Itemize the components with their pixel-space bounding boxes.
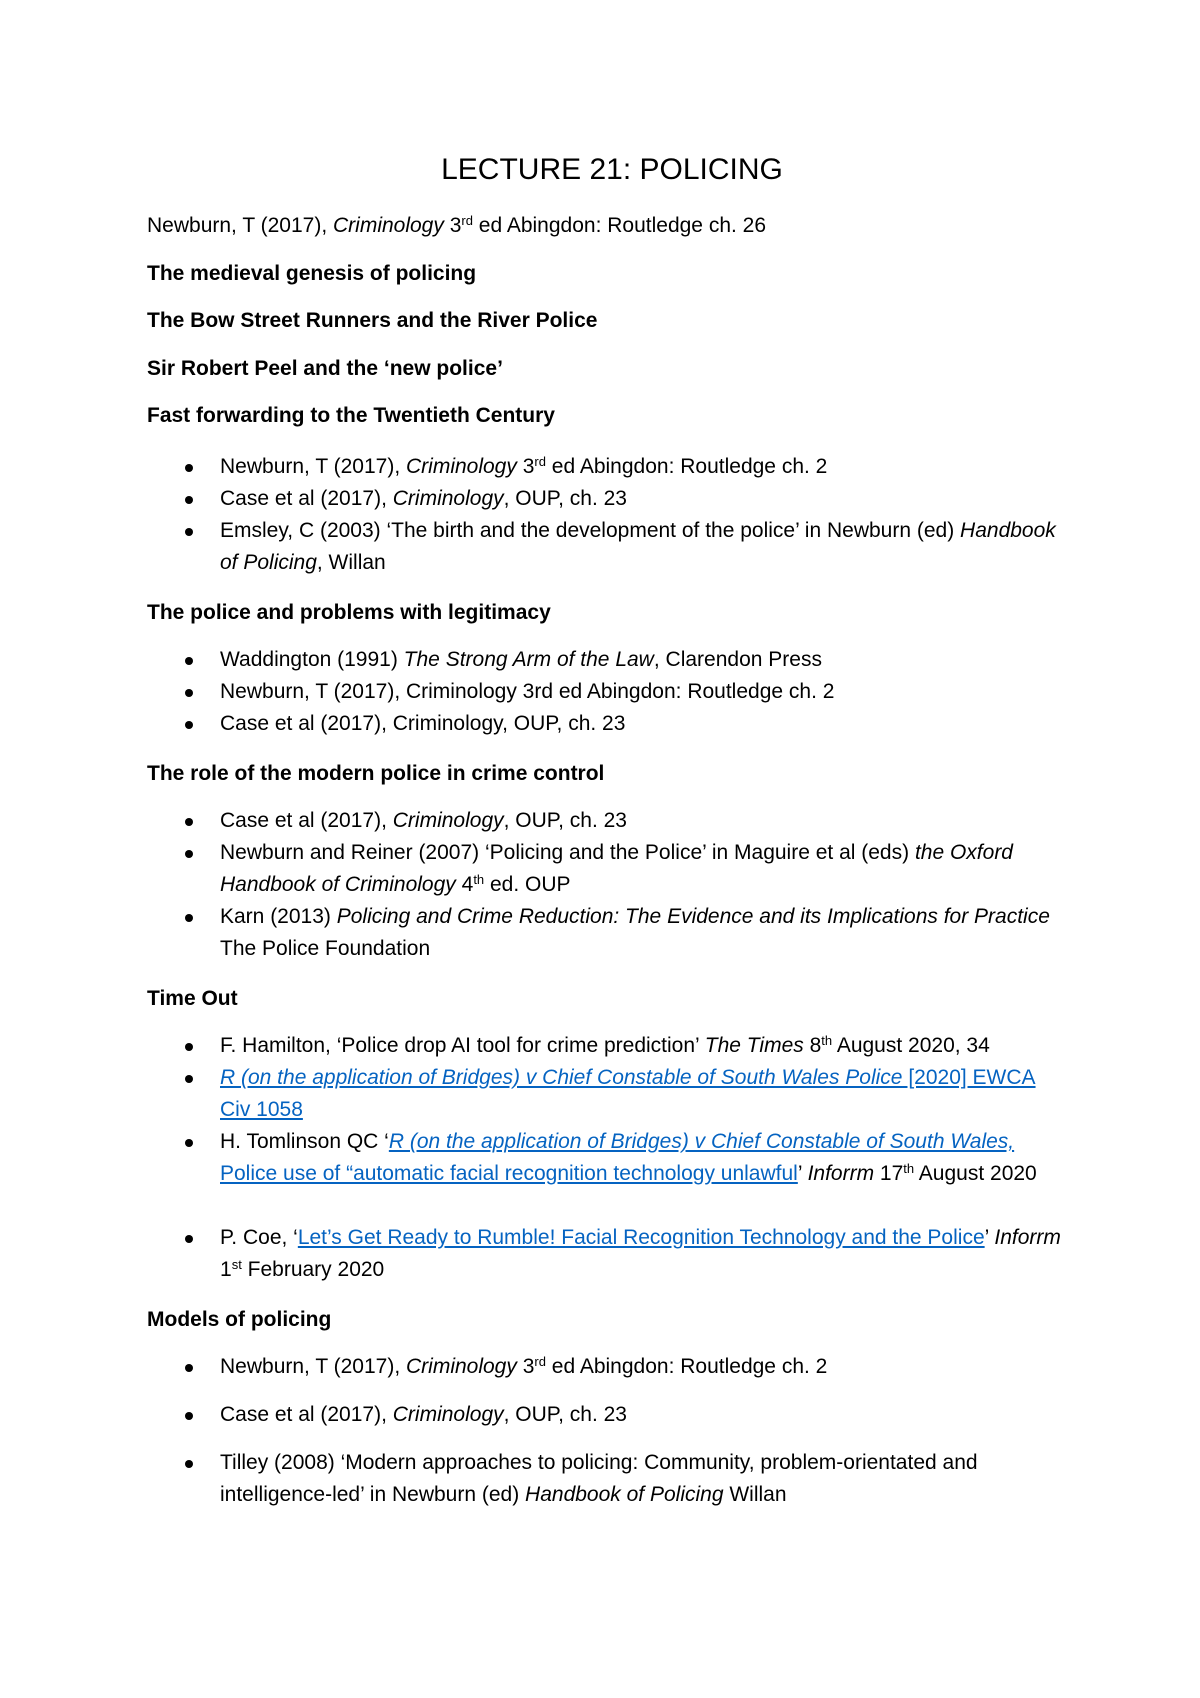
- reference-text: Newburn, T (2017), Criminology 3rd ed Abingdon: Routledge ch. 2: [220, 454, 828, 478]
- bullet-icon: [185, 528, 193, 536]
- list-item: [147, 1030, 1077, 1062]
- reference-text: H. Tomlinson QC ‘R (on the application of Bridges) v Chief Constable of South Wales, Police use of “automatic facial recognition technology unlawful’ Inforrm 17th August 2020: [220, 1130, 1037, 1185]
- bullet-icon: [185, 1364, 193, 1372]
- section-heading-crime-control: The role of the modern police in crime control: [147, 762, 605, 785]
- bullet-icon: [185, 1460, 193, 1468]
- bullet-icon: [185, 464, 193, 472]
- coe-article-link[interactable]: Let’s Get Ready to Rumble! Facial Recognition Technology and the Police: [297, 1226, 985, 1249]
- reference-text: Emsley, C (2003) ‘The birth and the development of the police’ in Newburn (ed) Handbook of Policing, Willan: [220, 519, 1056, 574]
- reference-text: [220, 1062, 1070, 1126]
- bullet-icon: [185, 1075, 193, 1083]
- list-item: [147, 483, 1077, 515]
- ref-text: Newburn, T (2017),: [147, 214, 333, 237]
- bullet-icon: [185, 914, 193, 922]
- bullet-icon: [185, 1139, 193, 1147]
- bridges-case-link[interactable]: R (on the application of Bridges) v Chief Constable of South Wales Police [2020] EWCA Civ 1058: [220, 1066, 1036, 1121]
- list-item: [147, 1447, 1077, 1511]
- bullet-icon: [185, 850, 193, 858]
- list-item: [147, 1222, 1077, 1286]
- list-item: [147, 451, 1077, 483]
- section-heading-medieval: The medieval genesis of policing: [147, 262, 477, 285]
- bullet-icon: [185, 496, 193, 504]
- section-heading-twentieth-century: Fast forwarding to the Twentieth Century: [147, 404, 555, 427]
- reference-text: Case et al (2017), Criminology, OUP, ch. 23: [220, 712, 626, 735]
- reference-text: P. Coe, ‘Let’s Get Ready to Rumble! Facial Recognition Technology and the Police’ Inforrm 1st February 2020: [220, 1226, 1061, 1281]
- reference-text: F. Hamilton, ‘Police drop AI tool for crime prediction’ The Times 8th August 2020, 34: [220, 1033, 990, 1057]
- reference-text: Case et al (2017), Criminology, OUP, ch. 23: [220, 1403, 627, 1426]
- section-heading-peel: Sir Robert Peel and the ‘new police’: [147, 357, 503, 380]
- list-item: [147, 805, 1077, 837]
- section-heading-bow-street: The Bow Street Runners and the River Police: [147, 309, 598, 332]
- bullet-icon: [185, 657, 193, 665]
- list-item: [147, 1062, 1077, 1126]
- bullet-icon: [185, 1043, 193, 1051]
- bullet-icon: [185, 1412, 193, 1420]
- bullet-icon: [185, 689, 193, 697]
- reference-text: Waddington (1991) The Strong Arm of the Law, Clarendon Press: [220, 648, 822, 671]
- reference-text: Newburn and Reiner (2007) ‘Policing and the Police’ in Maguire et al (eds) the Oxford Handbook of Criminology 4th ed. OUP: [220, 841, 1013, 896]
- list-item: [147, 644, 1077, 676]
- intro-reference: [147, 210, 766, 242]
- page-title: LECTURE 21: POLICING: [441, 153, 783, 186]
- reference-text: Case et al (2017), Criminology, OUP, ch. 23: [220, 487, 627, 510]
- ref-text: ed Abingdon: Routledge ch. 26: [472, 214, 767, 237]
- list-item: [147, 708, 1077, 740]
- section-heading-models: Models of policing: [147, 1308, 332, 1331]
- ref-text: 3: [443, 214, 462, 237]
- bullet-icon: [185, 721, 193, 729]
- bullet-icon: [185, 818, 193, 826]
- tomlinson-article-link[interactable]: R (on the application of Bridges) v Chief Constable of South Wales, Police use of “automatic facial recognition technology unlawful: [220, 1130, 1015, 1185]
- reference-text: Karn (2013) Policing and Crime Reduction: The Evidence and its Implications for Practice The Police Foundation: [220, 905, 1050, 960]
- reference-text: Newburn, T (2017), Criminology 3rd ed Abingdon: Routledge ch. 2: [220, 680, 835, 703]
- bullet-icon: [185, 1235, 193, 1243]
- reference-text: Tilley (2008) ‘Modern approaches to policing: Community, problem-orientated and intelligence-led’ in Newburn (ed) Handbook of Policing Willan: [220, 1451, 978, 1506]
- section-heading-legitimacy: The police and problems with legitimacy: [147, 601, 551, 624]
- list-item: [147, 837, 1077, 901]
- ref-superscript: rd: [461, 213, 473, 228]
- list-item: [147, 901, 1077, 965]
- list-item: [147, 1351, 1077, 1383]
- list-item: [147, 515, 1077, 579]
- section-heading-time-out: Time Out: [147, 987, 238, 1010]
- list-item: [147, 1126, 1077, 1190]
- ref-title: Criminology: [333, 214, 444, 237]
- list-item: [147, 1399, 1077, 1431]
- list-item: [147, 676, 1077, 708]
- reference-text: Newburn, T (2017), Criminology 3rd ed Abingdon: Routledge ch. 2: [220, 1354, 828, 1378]
- reference-text: Case et al (2017), Criminology, OUP, ch. 23: [220, 809, 627, 832]
